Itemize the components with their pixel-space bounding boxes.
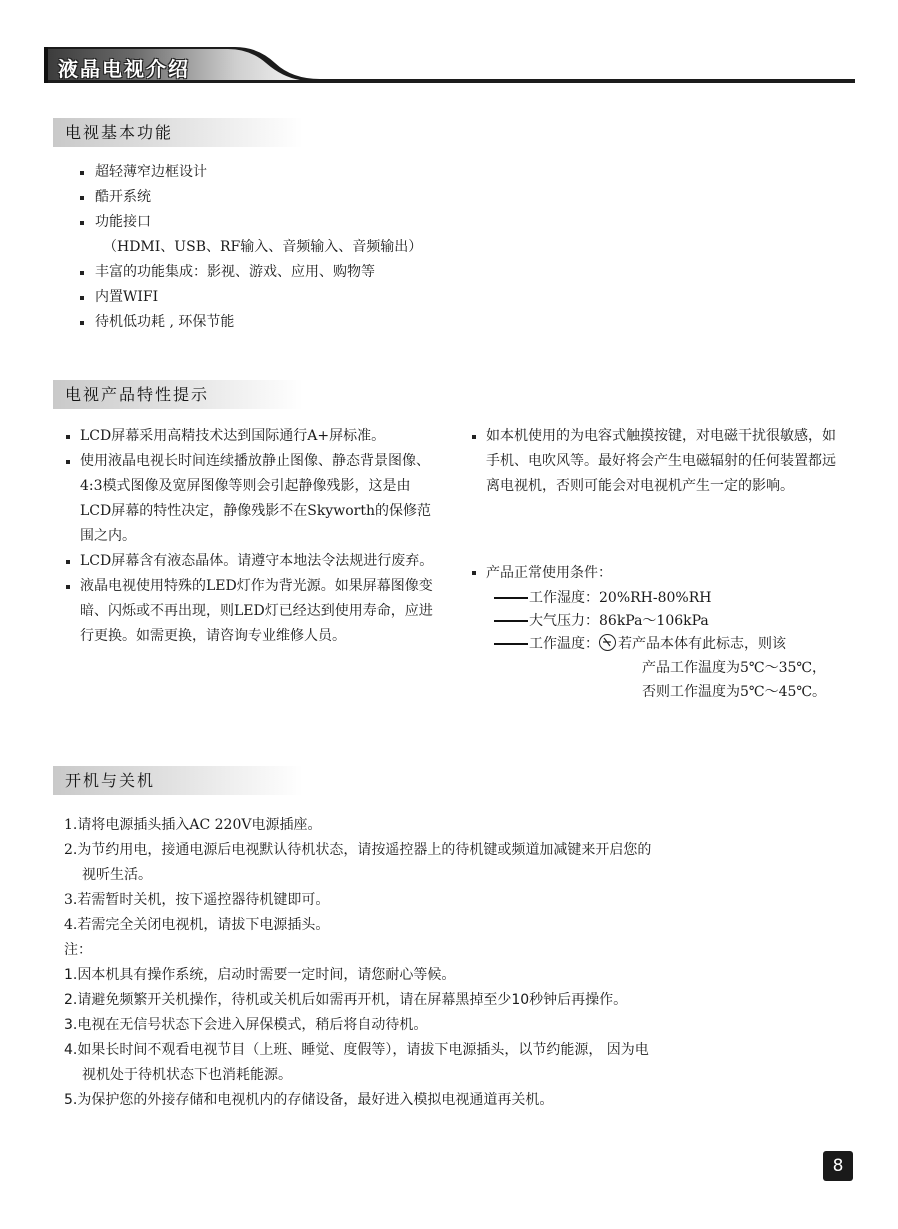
note-4-cont: 视机处于待机状态下也消耗能源。: [82, 1067, 292, 1083]
page-number: 8: [823, 1151, 853, 1181]
dash-icon: [494, 643, 528, 645]
bullet-icon: [66, 460, 70, 464]
condition-humidity: 工作湿度：20%RH-80%RH: [494, 586, 711, 610]
note-4: 4.如果长时间不观看电视节目（上班、睡觉、度假等），请拔下电源插头，以节约能源， 因为电: [64, 1042, 649, 1058]
list-item: 内置WIFI: [74, 285, 514, 310]
dash-icon: [494, 620, 528, 622]
section-heading-basic: 电视基本功能: [53, 118, 303, 147]
condition-pressure: 大气压力：86kPa～106kPa: [494, 609, 709, 633]
bullet-icon: [80, 321, 84, 325]
note-1: 1.因本机具有操作系统，启动时需要一定时间，请您耐心等候。: [64, 967, 456, 983]
power-steps: [64, 813, 854, 1113]
condition-temperature: 工作温度： 若产品本体有此标志，则该: [494, 632, 786, 656]
step-4: 4.若需完全关闭电视机，请拔下电源插头。: [64, 917, 330, 933]
conditions-title: 产品正常使用条件：: [468, 561, 612, 585]
page-title: 液晶电视介绍: [58, 57, 190, 81]
bullet-icon: [66, 585, 70, 589]
bullet-icon: [80, 296, 84, 300]
list-item: 丰富的功能集成：影视、游戏、应用、购物等: [74, 260, 514, 285]
dash-icon: [494, 597, 528, 599]
note-2: 2.请避免频繁开关机操作，待机或关机后如需再开机，请在屏幕黑掉至少10秒钟后再操作。: [64, 992, 628, 1008]
section-heading-features: 电视产品特性提示: [53, 380, 303, 409]
section-heading-power: 开机与关机: [53, 766, 303, 795]
bullet-icon: [472, 571, 476, 575]
temperature-note-line3: 否则工作温度为5℃～45℃。: [642, 684, 827, 700]
bullet-icon: [66, 435, 70, 439]
temperature-note-line2: 产品工作温度为5℃～35℃，: [642, 660, 827, 676]
bullet-icon: [66, 560, 70, 564]
thermometer-mark-icon: [599, 634, 616, 651]
bullet-icon: [472, 435, 476, 439]
bullet-icon: [80, 171, 84, 175]
step-2-cont: 视听生活。: [82, 867, 152, 883]
step-1: 1.请将电源插头插入AC 220V电源插座。: [64, 817, 322, 833]
list-item: 如本机使用的为电容式触摸按键，对电磁干扰很敏感，如手机、电吹风等。最好将会产生电磁辐射的任何装置都远离电视机，否则可能会对电视机产生一定的影响。: [468, 424, 840, 499]
list-item: 待机低功耗 , 环保节能: [74, 310, 514, 335]
list-item: LCD屏幕采用高精技术达到国际通行A+屏标准。: [62, 424, 437, 449]
interface-detail: （HDMI、USB、RF输入、音频输入、音频输出）: [103, 239, 423, 255]
step-2: 2.为节约用电，接通电源后电视默认待机状态，请按遥控器上的待机键或频道加减键来开启您的: [64, 842, 652, 858]
bullet-icon: [80, 271, 84, 275]
list-item: 酷开系统: [74, 185, 514, 210]
bullet-icon: [80, 221, 84, 225]
list-item: 液晶电视使用特殊的LED灯作为背光源。如果屏幕图像变暗、闪烁或不再出现，则LED灯已经达到使用寿命，应进行更换。如需更换，请咨询专业维修人员。: [62, 574, 437, 649]
list-item: 使用液晶电视长时间连续播放静止图像、静态背景图像、4:3模式图像及宽屏图像等则会引起静像残影，这是由LCD屏幕的特性决定，静像残影不在Skyworth的保修范围之内。: [62, 449, 437, 549]
basic-feature-list: [74, 160, 514, 335]
note-label: 注：: [64, 942, 92, 958]
feature-left-list: [62, 424, 437, 649]
note-5: 5.为保护您的外接存储和电视机内的存储设备，最好进入模拟电视通道再关机。: [64, 1092, 554, 1108]
step-3: 3.若需暂时关机，按下遥控器待机键即可。: [64, 892, 330, 908]
list-item: 功能接口 （HDMI、USB、RF输入、音频输入、音频输出）: [74, 210, 514, 260]
bullet-icon: [80, 196, 84, 200]
list-item: 超轻薄窄边框设计: [74, 160, 514, 185]
note-3: 3.电视在无信号状态下会进入屏保模式，稍后将自动待机。: [64, 1017, 428, 1033]
list-item: LCD屏幕含有液态晶体。请遵守本地法令法规进行废弃。: [62, 549, 437, 574]
feature-right-list: [468, 424, 840, 499]
